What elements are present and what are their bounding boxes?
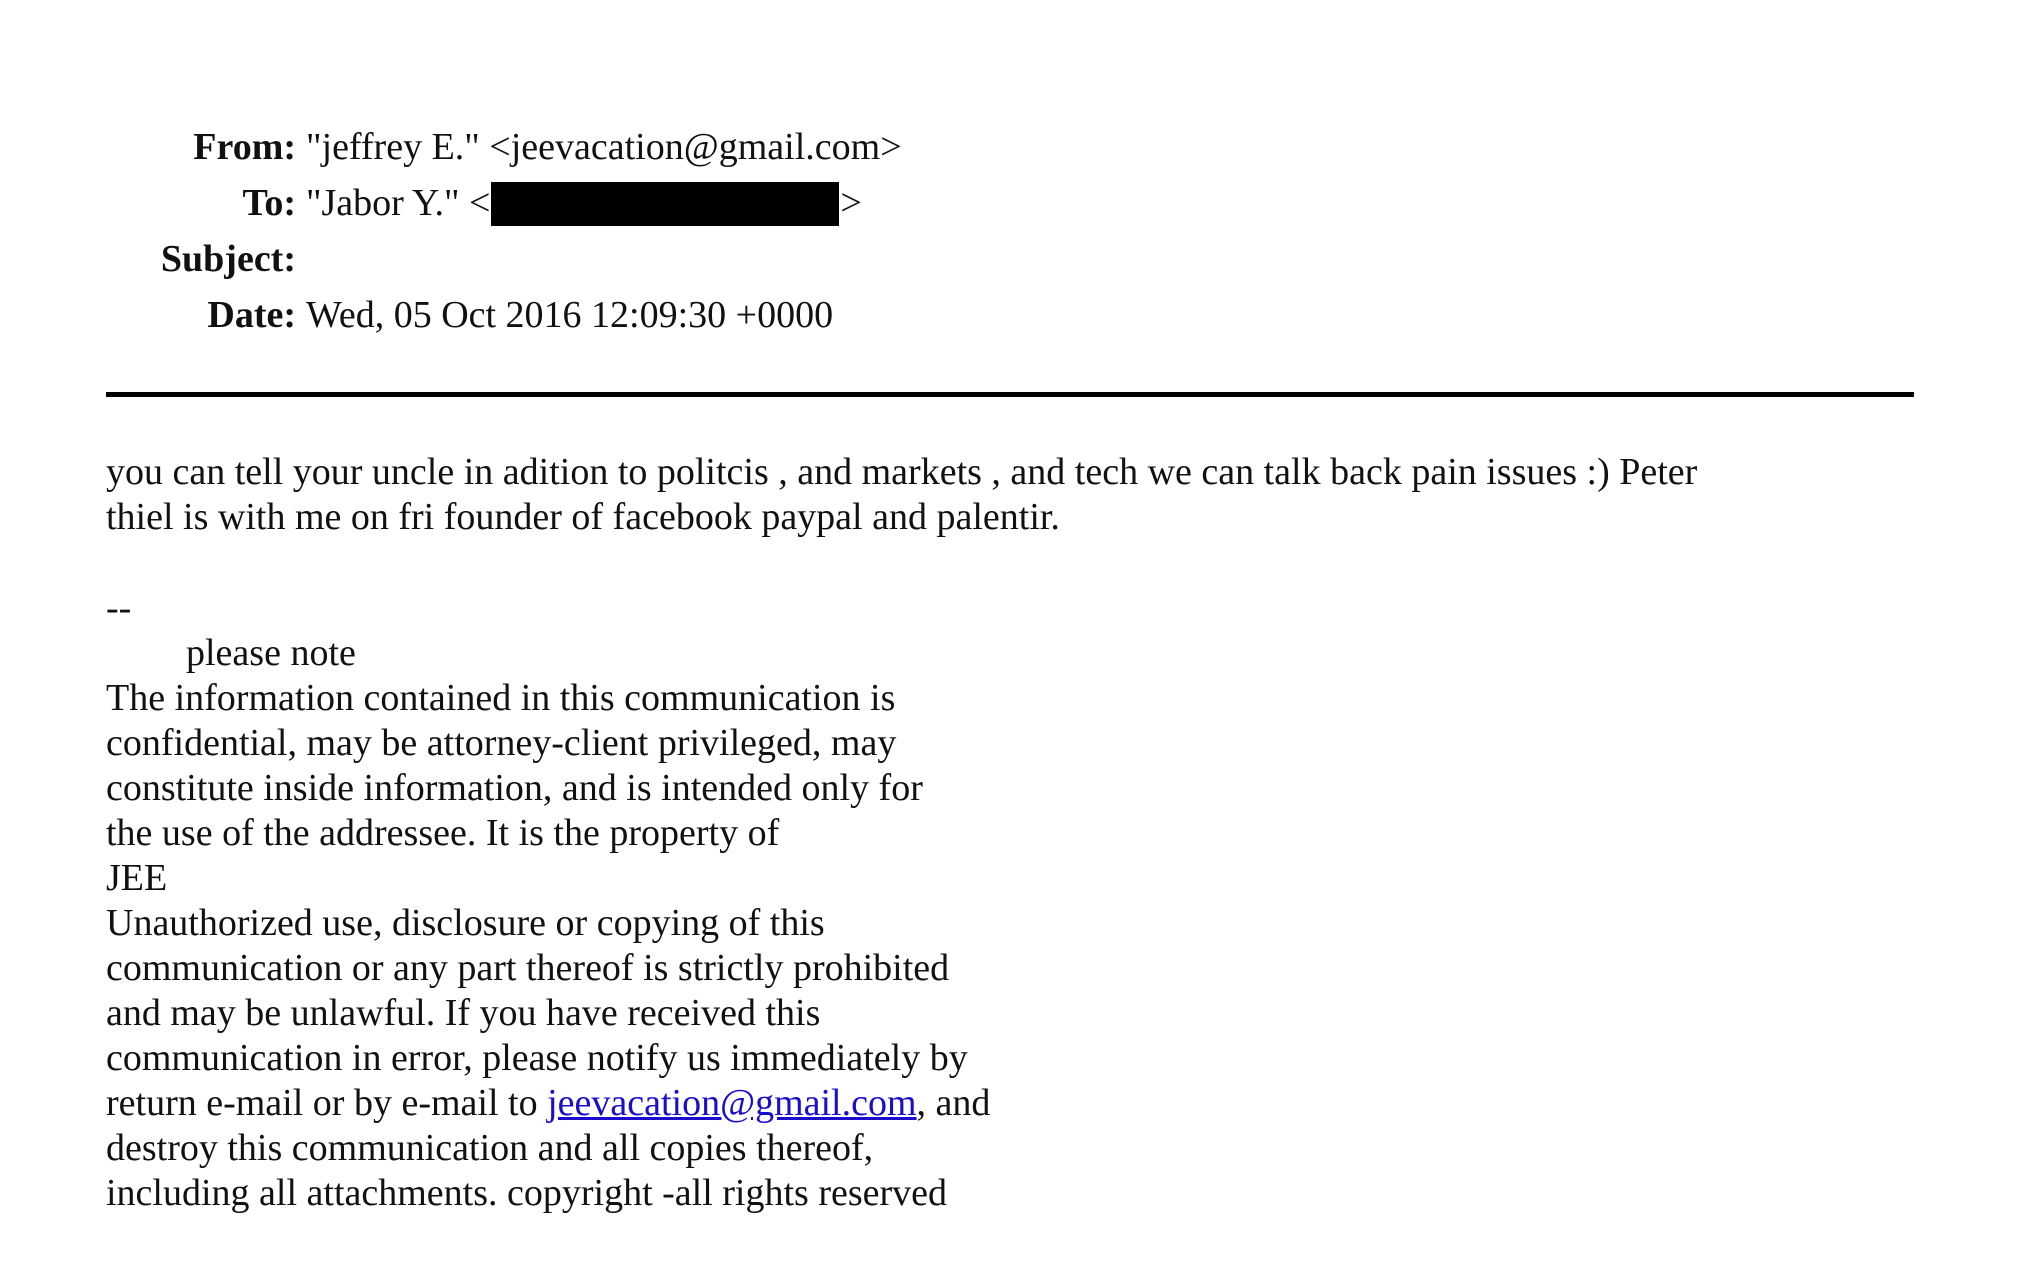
return-suffix: , and — [916, 1082, 991, 1124]
disclaimer-line: confidential, may be attorney-client privileged, may — [106, 722, 897, 764]
to-suffix: > — [840, 182, 862, 224]
date-value: Wed, 05 Oct 2016 12:09:30 +0000 — [306, 294, 834, 336]
from-row — [0, 122, 2020, 172]
signature-dashes: -- — [106, 587, 132, 629]
to-label: To: — [242, 182, 296, 224]
from-value: "jeffrey E." <jeevacation@gmail.com> — [306, 126, 902, 168]
disclaimer-line: and may be unlawful. If you have received this — [106, 992, 821, 1034]
disclaimer-line: communication or any part thereof is strictly prohibited — [106, 947, 950, 989]
to-prefix: "Jabor Y." < — [306, 182, 491, 224]
return-prefix: return e-mail or by e-mail to — [106, 1082, 548, 1124]
to-value — [306, 182, 862, 224]
disclaimer-line: communication in error, please notify us immediately by — [106, 1037, 968, 1079]
subject-row — [0, 234, 2020, 284]
disclaimer-line: constitute inside information, and is intended only for — [106, 767, 923, 809]
disclaimer-line: The information contained in this communication is — [106, 677, 896, 719]
disclaimer-return-line — [106, 1081, 990, 1126]
signature-note: please note — [186, 632, 356, 674]
to-row — [0, 178, 2020, 228]
body-line-2: thiel is with me on fri founder of facebook paypal and palentir. — [106, 496, 1060, 538]
date-row — [0, 290, 2020, 340]
disclaimer-line: including all attachments. copyright -all rights reserved — [106, 1172, 948, 1214]
body-line-1: you can tell your uncle in adition to politcis , and markets , and tech we can talk back pain issues :) Peter — [106, 451, 1698, 493]
from-label: From: — [193, 126, 296, 168]
subject-label: Subject: — [160, 238, 296, 280]
date-label: Date: — [207, 294, 296, 336]
disclaimer-line: the use of the addressee. It is the property of — [106, 812, 780, 854]
disclaimer-line: destroy this communication and all copies thereof, — [106, 1127, 874, 1169]
disclaimer-line: Unauthorized use, disclosure or copying of this — [106, 902, 825, 944]
header-divider — [106, 392, 1914, 397]
redaction-block — [491, 182, 839, 226]
disclaimer-line: JEE — [106, 857, 168, 899]
email-link[interactable]: jeevacation@gmail.com — [547, 1082, 917, 1124]
